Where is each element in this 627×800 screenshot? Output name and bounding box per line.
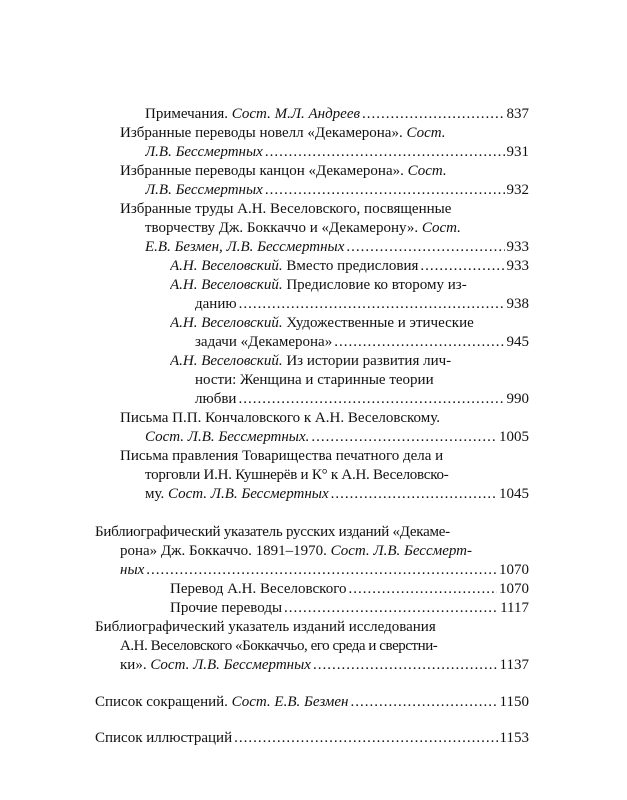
toc-entry-artistic-tasks-line2[interactable]: задачи «Декамерона» ..... 945	[195, 332, 529, 352]
toc-entry-preface-second-edition-line1[interactable]: А.Н. Веселовский. Предисловие ко второму из-	[170, 277, 467, 293]
toc-entry-kushnerev-letters-line3[interactable]: му. Сост. Л.В. Бессмертных ..... 1045	[145, 484, 529, 504]
page-number: 931	[506, 144, 529, 160]
toc-entry-illustrations[interactable]: Список иллюстраций ..... 1153	[95, 728, 529, 748]
toc-entry-bibliography-russian-line1[interactable]: Библиографический указатель русских изданий «Декаме-	[95, 524, 450, 540]
page-number: 933	[506, 258, 529, 274]
toc-entry-konchalovsky-letters-line1[interactable]: Письма П.П. Кончаловского к А.Н. Веселовскому.	[120, 410, 440, 426]
dot-leader	[331, 484, 497, 504]
dot-leader	[265, 180, 505, 200]
dot-leader	[346, 237, 504, 257]
toc-entry-preface-second-edition-line2[interactable]: данию ..... 938	[195, 294, 529, 314]
page-number: 1045	[499, 486, 529, 502]
toc-entry-canzones-line1[interactable]: Избранные переводы канцон «Декамерона». Сост.	[120, 163, 447, 179]
dot-leader	[334, 332, 504, 352]
page-number: 1150	[499, 694, 529, 710]
toc-entry-bibliography-research-line1[interactable]: Библиографический указатель изданий исследования	[95, 619, 436, 635]
page-number: 938	[506, 296, 529, 312]
toc-entry-novellas-line2[interactable]: Л.В. Бессмертных ..... 931	[145, 142, 529, 162]
dot-leader	[348, 579, 497, 599]
dot-leader	[239, 294, 505, 314]
toc-entry-bibliography-research-line2[interactable]: А.Н. Веселовского «Боккаччьо, его среда и сверстни-	[120, 638, 438, 654]
page-number: 933	[506, 239, 529, 255]
toc-entry-bibliography-russian-line3[interactable]: ных ..... 1070	[120, 560, 529, 580]
page-number: 1117	[500, 600, 529, 616]
page-number: 1005	[499, 429, 529, 445]
dot-leader	[313, 655, 498, 675]
dot-leader	[311, 427, 497, 447]
dot-leader	[284, 598, 498, 618]
toc-entry-history-of-personality-line1[interactable]: А.Н. Веселовский. Из истории развития лич-	[170, 353, 452, 369]
page-number: 1070	[499, 562, 529, 578]
dot-leader	[362, 104, 505, 124]
toc-entry-kushnerev-letters-line2[interactable]: торговли И.Н. Кушнерёв и К° к А.Н. Веселовско-	[145, 467, 449, 483]
page-number: 1137	[499, 657, 529, 673]
toc-entry-artistic-tasks-line1[interactable]: А.Н. Веселовский. Художественные и этические	[170, 315, 474, 331]
dot-leader	[420, 256, 504, 276]
dot-leader	[146, 560, 497, 580]
toc-entry-konchalovsky-letters-line2[interactable]: Сост. Л.В. Бессмертных. ..... 1005	[145, 427, 529, 447]
toc-entry-canzones-line2[interactable]: Л.В. Бессмертных ..... 932	[145, 180, 529, 200]
page-number: 1153	[499, 730, 529, 746]
toc-entry-other-translations[interactable]: Прочие переводы ..... 1117	[170, 598, 529, 618]
toc-entry-selected-works-line2[interactable]: творчеству Дж. Боккаччо и «Декамерону». Сост.	[145, 220, 461, 236]
toc-entry-kushnerev-letters-line1[interactable]: Письма правления Товарищества печатного дела и	[120, 448, 444, 464]
toc-entry-instead-of-preface[interactable]: А.Н. Веселовский. Вместо предисловия ..... 933	[170, 256, 529, 276]
toc-entry-bibliography-russian-line2[interactable]: рона» Дж. Боккаччо. 1891–1970. Сост. Л.В. Бессмерт-	[120, 543, 472, 559]
page-number: 837	[506, 106, 529, 122]
toc-entry-abbreviations[interactable]: Список сокращений. Сост. Е.В. Безмен ..... 1150	[95, 692, 529, 712]
toc-entry-novellas-line1[interactable]: Избранные переводы новелл «Декамерона». Сост.	[120, 125, 446, 141]
toc-entry-notes[interactable]: Примечания. Сост. М.Л. Андреев ..... 837	[145, 104, 529, 124]
toc-entry-veselovsky-translation[interactable]: Перевод А.Н. Веселовского ..... 1070	[170, 579, 529, 599]
page-number: 945	[506, 334, 529, 350]
toc-entry-selected-works-line1[interactable]: Избранные труды А.Н. Веселовского, посвященные	[120, 201, 452, 217]
page-number: 990	[506, 391, 529, 407]
toc-entry-history-of-personality-line2[interactable]: ности: Женщина и старинные теории	[195, 372, 434, 388]
toc-entry-history-of-personality-line3[interactable]: любви ..... 990	[195, 389, 529, 409]
page-number: 1070	[499, 581, 529, 597]
dot-leader	[265, 142, 505, 162]
toc-entry-selected-works-line3[interactable]: Е.В. Безмен, Л.В. Бессмертных ..... 933	[145, 237, 529, 257]
page-number: 932	[506, 182, 529, 198]
toc-entry-bibliography-research-line3[interactable]: ки». Сост. Л.В. Бессмертных ..... 1137	[120, 655, 529, 675]
dot-leader	[238, 389, 504, 409]
dot-leader	[234, 728, 497, 748]
dot-leader	[350, 692, 497, 712]
